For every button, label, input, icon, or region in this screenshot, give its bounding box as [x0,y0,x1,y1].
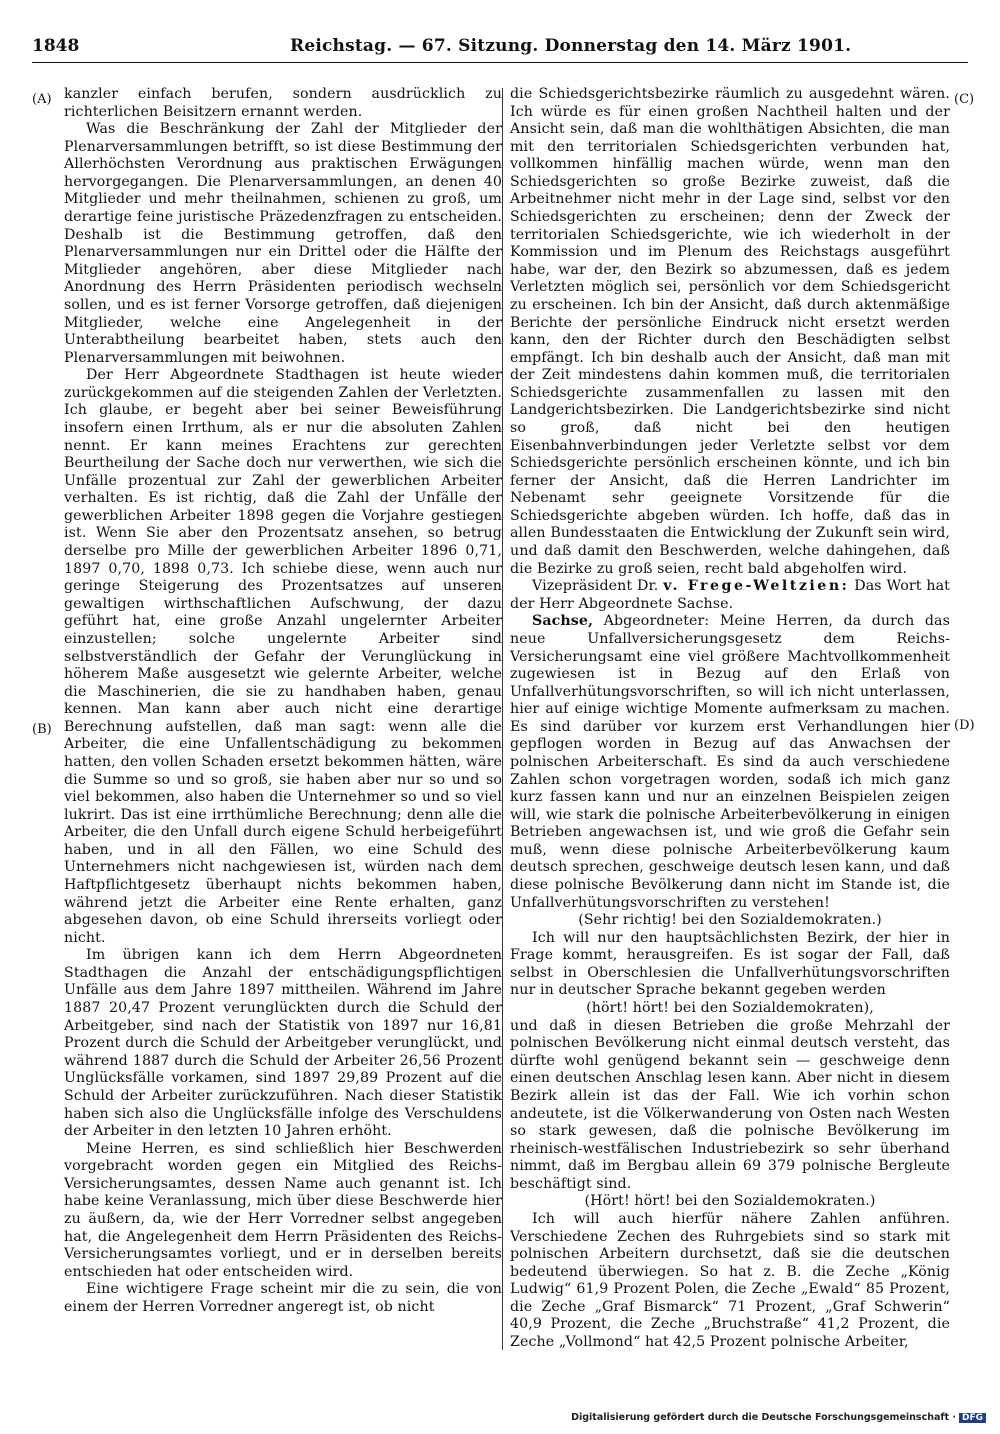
digitization-credit [571,1412,986,1423]
page-title: Reichstag. — 67. Sitzung. Donnerstag den 14. März 1901. [290,36,852,56]
speaker-text: Das Wort hat der Herr Abgeordnete Sachse. [510,578,950,612]
dfg-logo: DFG [959,1413,986,1423]
left-column [64,86,502,1316]
paragraph: Im übrigen kann ich dem Herrn Abgeordneten Stadthagen die Anzahl der entschädigungspflichtigen Unfälle aus dem Jahre 1897 mittheilen. Während im Jahre 1887 20,47 Prozent verunglückten durch die Schuld der Arbeitgeber, sind nach der Statistik von 1897 nur 16,81 Prozent durch die Schuld der Arbeitgeber verunglückt, und während 1887 durch die Schuld der Arbeiter 26,56 Prozent Unglücksfälle vorkamen, sind 1897 29,89 Prozent auf die Schuld der Arbeiter zurückzuführen. Nach dieser Statistik haben sich also die Unglücksfälle infolge des Verschuldens der Arbeiter in den letzten 10 Jahren erhöht. [64,947,502,1140]
speaker-paragraph [510,613,950,912]
speaker-name: Sachse, [532,613,594,630]
page-header [32,32,968,63]
margin-marker-b: (B) [32,722,52,737]
margin-marker-c: (C) [954,92,975,107]
margin-marker-a: (A) [32,92,52,107]
speaker-name: v. Frege-Weltzien: [663,578,850,595]
paragraph: Ich will auch hierfür nähere Zahlen anführen. Verschiedene Zechen des Ruhrgebiets sind so stark mit polnischen Arbeitern durchsetzt, daß sie die deutschen bedeutend überwiegen. So hat z. B. die Zeche „König Ludwig“ 61,9 Prozent Polen, die Zeche „Ewald“ 85 Prozent, die Zeche „Graf Bismarck“ 71 Prozent, „Graf Schwerin“ 40,9 Prozent, die Zeche „Bruchstraße“ 41,2 Prozent, die Zeche „Vollmond“ hat 42,5 Prozent polnische Arbeiter, [510,1211,950,1351]
speaker-paragraph [510,578,950,613]
paragraph: kanzler einfach berufen, sondern ausdrücklich zu richterlichen Beisitzern ernannt werden. [64,86,502,120]
paragraph: Ich will nur den hauptsächlichsten Bezirk, der hier in Frage kommt, herausgreifen. Es ist sogar der Fall, daß selbst in Oberschlesien die Unfallverhütungsvorschriften nur in deutscher Sprache bekannt gegeben werden [510,929,950,999]
margin-marker-d: (D) [954,718,975,733]
paragraph: Eine wichtigere Frage scheint mir die zu sein, die von einem der Herren Vorredner angeregt ist, ob nicht [64,1281,502,1315]
speaker-text: Abgeordneter: Meine Herren, da durch das neue Unfallversicherungsgesetz dem Reichs-Versicherungsamt eine viel größere Machtvollkommenheit zugewiesen ist in Bezug auf den Erlaß von Unfallverhütungsvorschriften, so will ich nicht unterlassen, hier auf einige wichtige Momente aufmerksam zu machen. Es sind darüber vor kurzem erst Verhandlungen hier gepflogen worden in Bezug auf das Anwachsen der polnischen Arbeiterschaft. Es sind da auch verschiedene Zahlen schon vorgetragen worden, sodaß ich mich ganz kurz fassen kann und nur an einzelnen Beispielen zeigen will, wie stark die polnische Arbeiterbevölkerung in einigen Betrieben angewachsen ist, und wie groß die Gefahr sein muß, wenn diese polnische Arbeiterbevölkerung kaum deutsch sprechen, geschweige deutsch lesen kann, und daß diese polnische Bevölkerung dann nicht im Stande ist, die Unfallverhütungsvorschriften zu verstehen! [510,613,950,911]
paragraph: Was die Beschränkung der Zahl der Mitglieder der Plenarversammlungen betrifft, so ist diese Bestimmung der Allerhöchsten Verordnung aus praktischen Erwägungen hervorgegangen. Die Plenarversammlungen, an denen 40 Mitglieder und mehr theilnahmen, schienen zu groß, um derartige feine juristische Präzedenzfragen zu entscheiden. Deshalb ist die Bestimmung getroffen, daß den Plenarversammlungen nur ein Drittel oder die Hälfte der Mitglieder angehören, aber diese Mitglieder nach Anordnung des Herrn Präsidenten periodisch wechseln sollen, und es ist ferner Vorsorge getroffen, daß diejenigen Mitglieder, welche eine Angelegenheit in der Unterabtheilung bearbeitet haben, stets auch den Plenarversammlungen mit beiwohnen. [64,121,502,366]
credit-text: Digitalisierung gefördert durch die Deutsche Forschungsgemeinschaft · [571,1412,956,1423]
interjection: (Hört! hört! bei den Sozialdemokraten.) [584,1193,876,1210]
page-number: 1848 [32,36,80,56]
paragraph: Der Herr Abgeordnete Stadthagen ist heute wieder zurückgekommen auf die steigenden Zahlen der Verletzten. Ich glaube, er begeht aber bei seiner Beweisführung insofern einen Irrthum, als er nur die absoluten Zahlen nennt. Er kann meines Erachtens zur gerechten Beurtheilung der Sache doch nur verwerthen, wie sich die Unfälle prozentual zur Zahl der gewerblichen Arbeiter verhalten. Es ist richtig, daß die Zahl der Unfälle der gewerblichen Arbeiter 1898 gegen die Vorjahre gestiegen ist. Wenn Sie aber den Prozentsatz ansehen, so betrug derselbe pro Mille der gewerblichen Arbeiter 1896 0,71, 1897 0,70, 1898 0,73. Ich schiebe diese, wenn auch nur geringe Steigerung des Prozentsatzes auf unseren gewaltigen wirthschaftlichen Aufschwung, der dazu geführt hat, eine große Anzahl ungelernter Arbeiter einzustellen; solche ungelernte Arbeiter sind selbstverständlich der Gefahr der Verunglückung in höherem Maße ausgesetzt wie gelernte Arbeiter, welche die Maschinerien, die sie zu handhaben haben, genau kennen. Man kann aber auch nicht eine derartige Berechnung aufstellen, daß man sagt: wenn alle die Arbeiter, die eine Unfallentschädigung zu bekommen hatten, den vollen Schaden ersetzt bekommen hätten, wäre die Summe so und so groß, sie haben aber nur so und so viel bekommen, also haben die Unternehmer so und so viel lukrirt. Das ist eine irrthümliche Berechnung; denn alle die Arbeiter, die den Unfall durch eigene Schuld herbeigeführt haben, und in all den Fällen, wo eine Schuld des Unternehmers nicht nachgewiesen ist, würden nach dem Haftpflichtgesetz überhaupt nichts bekommen haben, während jetzt die Arbeiter eine Rente erhalten, ganz abgesehen davon, ob eine Schuld ihrerseits vorliegt oder nicht. [64,367,502,946]
paragraph: und daß in diesen Betrieben die große Mehrzahl der polnischen Bevölkerung nicht einmal deutsch versteht, das dürfte wohl genügend bekannt sein — geschweige denn einen deutschen Anschlag lesen kann. Aber nicht in diesem Bezirk allein ist das der Fall. Wie ich vorhin schon andeutete, ist die Völkerwanderung von Osten nach Westen so stark gewesen, daß die polnische Bevölkerung im rheinisch-westfälischen Industriebezirk so sehr überhand nimmt, daß im Bergbau allein 69 379 polnische Bergleute beschäftigt sind. [510,1017,950,1192]
right-column [510,86,950,1352]
column-divider [502,88,503,1350]
speaker-role: Vizepräsident Dr. [532,578,659,595]
interjection: (hört! hört! bei den Sozialdemokraten), [586,1000,874,1017]
interjection: (Sehr richtig! bei den Sozialdemokraten.) [578,912,882,929]
paragraph: Meine Herren, es sind schließlich hier Beschwerden vorgebracht worden gegen ein Mitglied des Reichs-Versicherungsamtes, dessen Name auch genannt ist. Ich habe keine Veranlassung, mich über diese Beschwerde hier zu äußern, da, wie der Herr Vorredner selbst angegeben hat, die Angelegenheit dem Herrn Präsidenten des Reichs-Versicherungsamtes vorliegt, und er in derselben bereits entschieden hat oder entscheiden wird. [64,1140,502,1280]
paragraph: die Schiedsgerichtsbezirke räumlich zu ausgedehnt wären. Ich würde es für einen großen Nachtheil halten und der Ansicht sein, daß man die wohlthätigen Absichten, die man mit den territorialen Schiedsgerichten verbunden hat, vollkommen hinfällig machen würde, wenn man den Schiedsgerichten so große Bezirke zuweist, daß die Arbeitnehmer nicht mehr in der Lage sind, selbst vor den Schiedsgerichten zu erscheinen; denn der Zweck der territorialen Schiedsgerichte, wie ich wiederholt in der Kommission und im Plenum des Reichstags ausgeführt habe, war der, den Bezirk so abzumessen, daß es jedem Verletzten möglich sei, persönlich vor dem Schiedsgericht zu erscheinen. Ich bin der Ansicht, daß durch aktenmäßige Berichte der persönliche Eindruck nicht ersetzt werden kann, den der Richter durch den Beschädigten selbst empfängt. Ich bin deshalb auch der Ansicht, daß man mit der Zeit mindestens dahin kommen muß, die territorialen Schiedsgerichte zusammenfallen zu lassen mit den Landgerichtsbezirken. Die Landgerichtsbezirke sind nicht so groß, daß nicht bei den heutigen Eisenbahnverbindungen jeder Verletzte selbst vor dem Schiedsgerichte persönlich erscheinen könnte, und ich bin ferner der Ansicht, daß die Herren Landrichter im Nebenamt sehr geeignete Vorsitzende für die Schiedsgerichte abgeben würden. Ich hoffe, daß das in allen Bundesstaaten die Entwicklung der Zukunft sein wird, und daß damit den Beschwerden, welche dahingehen, daß die Bezirke zu groß seien, recht bald abgeholfen wird. [510,86,950,577]
